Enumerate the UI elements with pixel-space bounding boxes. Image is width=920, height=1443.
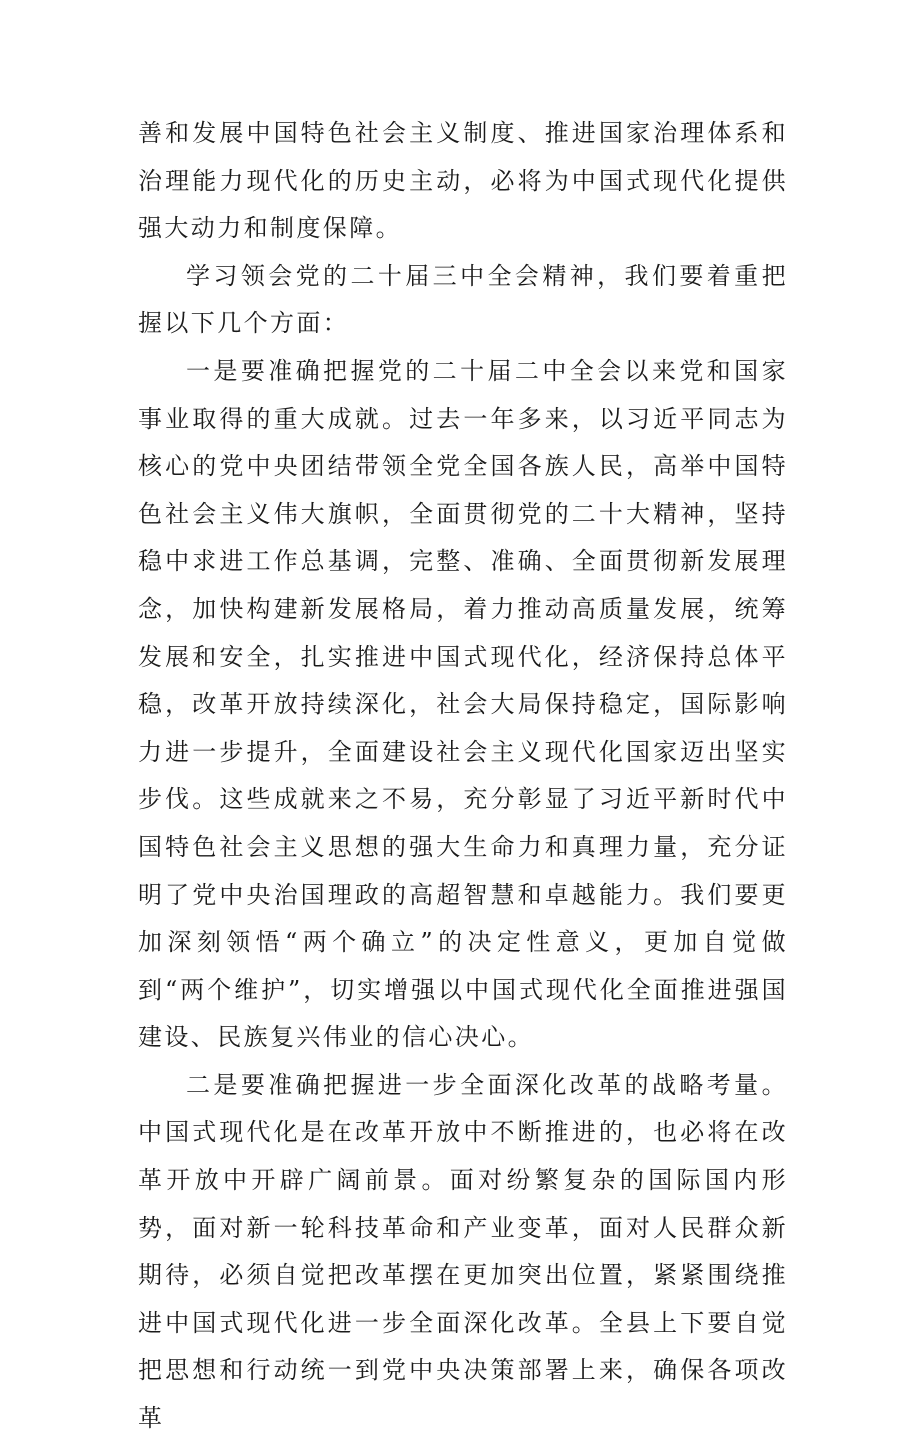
paragraph-point-two: 二是要准确把握进一步全面深化改革的战略考量。中国式现代化是在改革开放中不断推进的，也必将在改革开放中开辟广阔前景。面对纷繁复杂的国际国内形势，面对新一轮科技革命和产业变革，面对人民群众新期待，必须自觉把改革摆在更加突出位置，紧紧围绕推进中国式现代化进一步全面深化改革。全县上下要自觉把思想和行动统一到党中央决策部署上来，确保各项改革 — [138, 1070, 788, 1433]
paragraph-continuation: 善和发展中国特色社会主义制度、推进国家治理体系和治理能力现代化的历史主动，必将为中国式现代化提供强大动力和制度保障。 — [138, 119, 788, 243]
document-body — [138, 110, 788, 1443]
paragraph-point-one: 一是要准确把握党的二十届二中全会以来党和国家事业取得的重大成就。过去一年多来，以习近平同志为核心的党中央团结带领全党全国各族人民，高举中国特色社会主义伟大旗帜，全面贯彻党的二十大精神，坚持稳中求进工作总基调，完整、准确、全面贯彻新发展理念，加快构建新发展格局，着力推动高质量发展，统筹发展和安全，扎实推进中国式现代化，经济保持总体平稳，改革开放持续深化，社会大局保持稳定，国际影响力进一步提升，全面建设社会主义现代化国家迈出坚实步伐。这些成就来之不易，充分彰显了习近平新时代中国特色社会主义思想的强大生命力和真理力量，充分证明了党中央治国理政的高超智慧和卓越能力。我们要更加深刻领悟“两个确立”的决定性意义，更加自觉做到“两个维护”，切实增强以中国式现代化全面推进强国建设、民族复兴伟业的信心决心。 — [138, 356, 788, 1052]
paragraph-intro: 学习领会党的二十届三中全会精神，我们要着重把握以下几个方面： — [138, 261, 788, 338]
